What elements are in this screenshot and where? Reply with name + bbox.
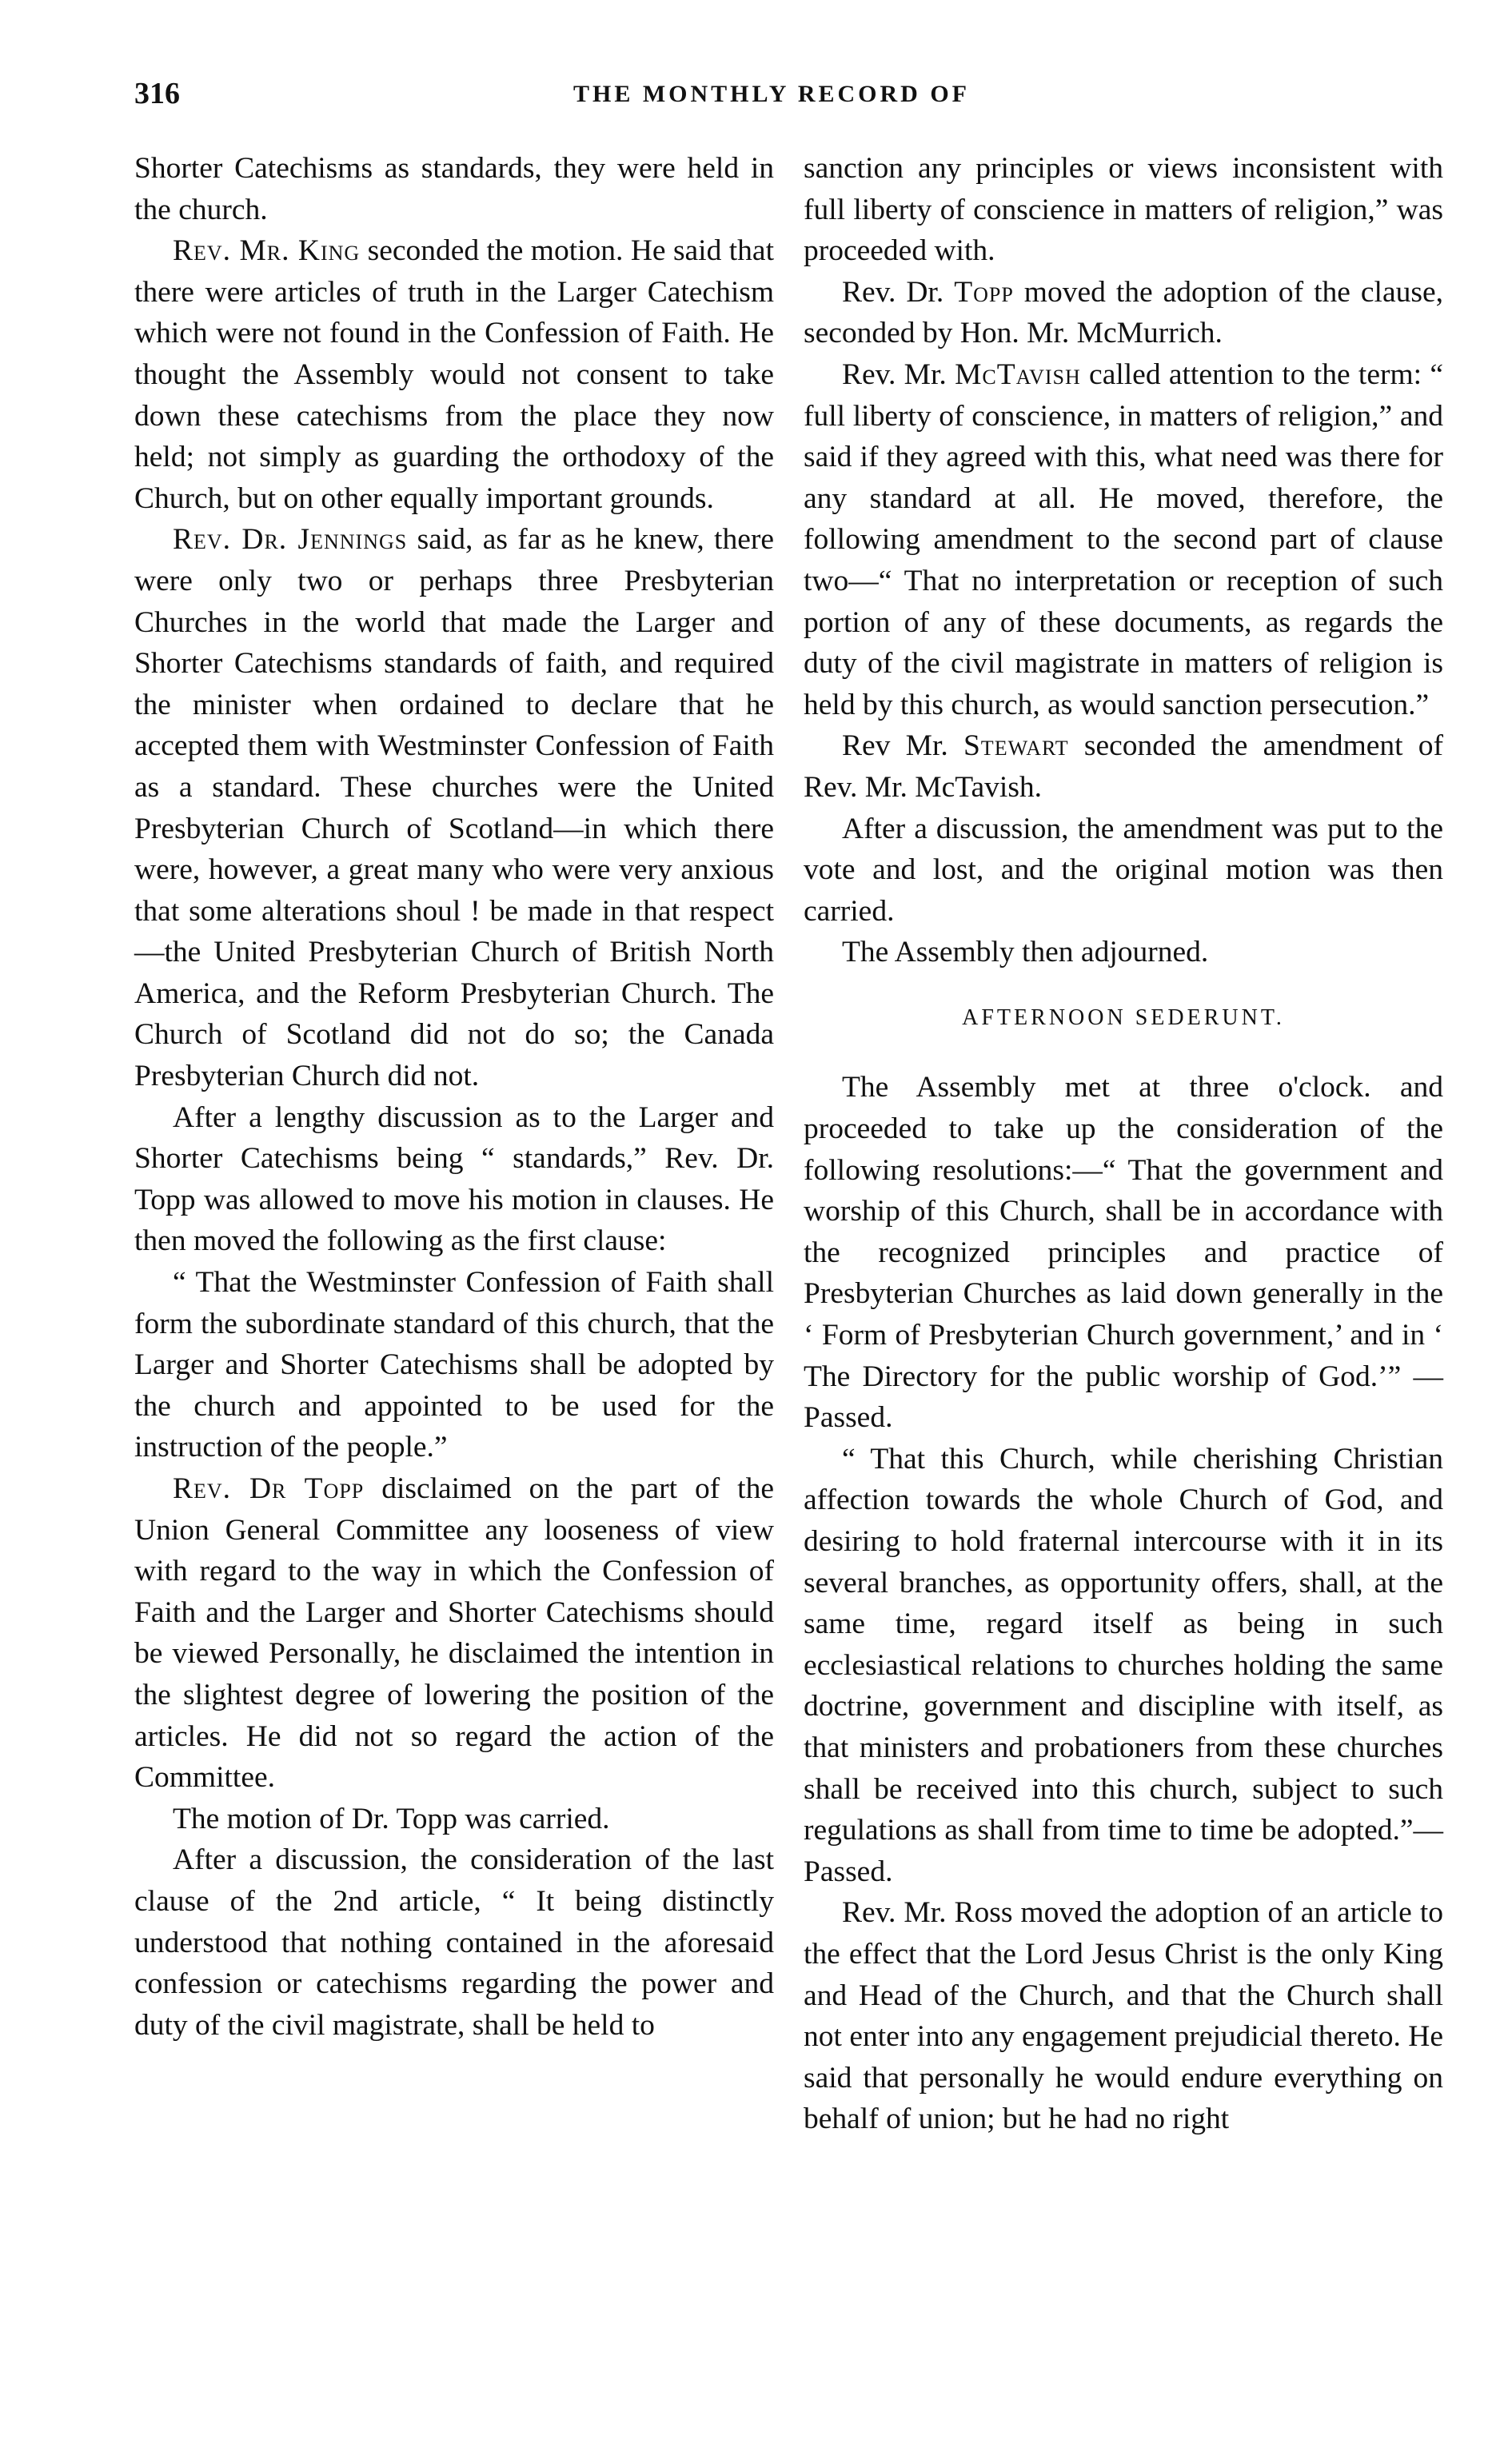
paragraph: After a discussion, the consideration of the last clause of the 2nd article, “ It being distinctly understood that nothing contained in the aforesaid confession or catechisms regarding the power and duty of the civil magistrate, shall be held to [134,1843,774,2042]
speaker-name: Topp [954,275,1014,309]
speaker-name: Stewart [963,729,1069,763]
speaker-name: Rev. Dr Topp [173,1472,365,1505]
running-head: THE MONTHLY RECORD OF [573,81,970,107]
right-column [804,148,1443,2140]
speaker-name: McTavish [955,357,1081,391]
paragraph-text: moved the adoption of the clause, seconded by Hon. Mr. McMurrich. [804,275,1443,350]
paragraph: The motion of Dr. Topp was carried. [173,1802,610,1835]
page-number: 316 [134,77,180,110]
paragraph: Rev. Mr. Ross moved the adoption of an article to the effect that the Lord Jesus Christ is the only King and Head of the Church, and that the Church shall not enter into any engagement prejudicial thereto. He said that personally he would endure everything on behalf of union; but he had no right [804,1896,1443,2136]
speaker-title: Rev. Mr. [842,357,955,391]
paragraph: The Assembly then adjourned. [842,936,1209,969]
paragraph [804,272,1443,354]
paragraph-text: disclaimed on the part of the Union General Committee any looseness of view with regard to the way in which the Confession of Faith and the Larger and Shorter Catechisms should be viewed Personally, he disclaimed the intention in the slightest degree of lowering the position of the articles. He did not so regard the action of the Committee. [134,1472,774,1795]
paragraph [134,1468,774,1799]
paragraph: Shorter Catechisms as standards, they were held in the church. [134,152,774,226]
quoted-clause: “ That the Westminster Confession of Faith shall form the subordinate standard of this church, that the Larger and Shorter Catechisms shall be adopted by the church and appointed to be used for the instruction of the people.” [134,1266,774,1464]
paragraph-text: said, as far as he knew, there were only two or perhaps three Presbyterian Churches in the world that made the Larger and Shorter Catechisms standards of faith, and required the minister when ordained to declare that he accepted them with Westminster Confession of Faith as a standard. These churches were the United Presbyterian Church of Scotland—in which there were, however, a great many who were very anxious that some alterations shoul ! be made in that respect—the United Presbyterian Church of British North America, and the Reform Presbyterian Church. The Church of Scotland did not do so; the Canada Presbyterian Church did not. [134,523,774,1093]
speaker-name: Rev. Dr. Jennings [173,523,408,557]
paragraph: sanction any principles or views inconsistent with full liberty of conscience in matters of religion,” was proceeded with. [804,152,1443,268]
paragraph [134,519,774,1096]
speaker-name: Rev. Mr. King [173,234,361,268]
paragraph: The Assembly met at three o'clock. and proceeded to take up the consideration of the following resolutions:—“ That the government and worship of this Church, shall be in accordance with the recognized principles and practice of Presbyterian Churches as laid down generally in the ‘ Form of Presbyterian Church government,’ and in ‘ The Directory for the public worship of God.’” —Passed. [804,1071,1443,1435]
page-header [112,76,1431,116]
quoted-clause: “ That this Church, while cherishing Christian affection towards the whole Church of God, and desiring to hold fraternal intercourse with it in its several branches, as opportunity offers, shall, at the same time, regard itself as being in such ecclesiastical relations to churches holding the same doctrine, government and discipline with itself, as that ministers and probationers from these churches shall be received into this church, subject to such regulations as shall from time to time be adopted.”—Passed. [804,1442,1443,1888]
paragraph [134,230,774,519]
section-heading: AFTERNOON SEDERUNT. [962,1004,1285,1030]
speaker-title: Rev Mr. [842,729,963,763]
left-column [134,148,774,2046]
paragraph-text: called attention to the term: “ full liberty of conscience, in matters of religion,” and said if they agreed with this, what need was there for any standard at all. He moved, therefore, the following amendment to the second part of clause two—“ That no interpretation or reception of such portion of any of these documents, as regards the duty of the civil magistrate in matters of religion is held by this church, as would sanction persecution.” [804,357,1444,721]
paragraph [804,354,1443,725]
paragraph [804,725,1443,808]
speaker-title: Rev. Dr. [842,275,955,309]
paragraph: After a lengthy discussion as to the Larger and Shorter Catechisms being “ standards,” Rev. Dr. Topp was allowed to move his motion in clauses. He then moved the following as the first clause: [134,1100,774,1258]
paragraph-text: seconded the amendment of Rev. Mr. McTavish. [804,729,1443,804]
paragraph-text: seconded the motion. He said that there were articles of truth in the Larger Catechism which were not found in the Confession of Faith. He thought the Assembly would not consent to take down these catechisms from the place they now held; not simply as guarding the orthodoxy of the Church, but on other equally important grounds. [134,234,774,515]
paragraph: After a discussion, the amendment was put to the vote and lost, and the original motion was then carried. [804,812,1443,928]
